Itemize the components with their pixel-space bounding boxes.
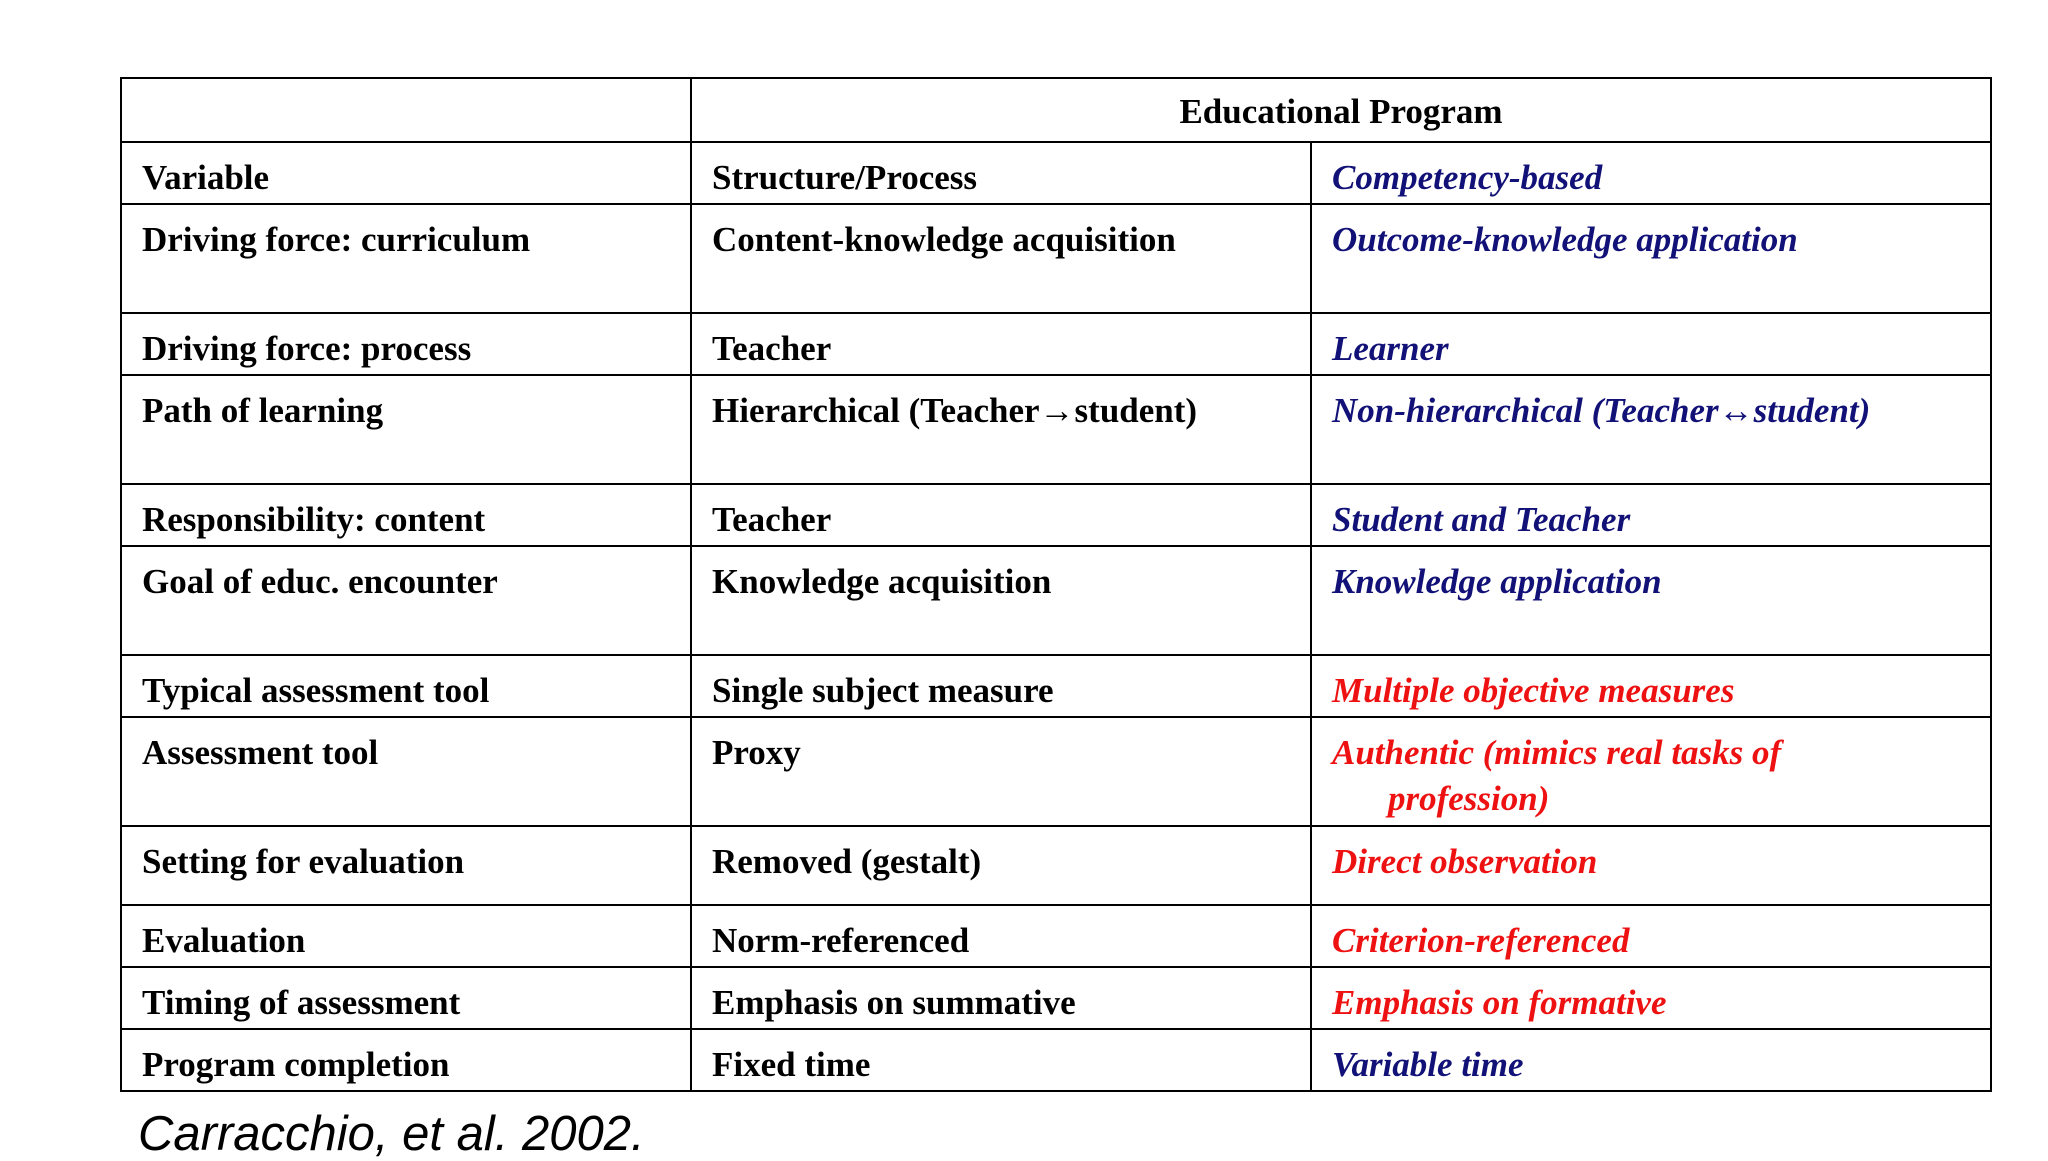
- table-row: [121, 375, 1991, 484]
- competency-cell: Student and Teacher: [1311, 484, 1991, 546]
- competency-cell: Criterion-referenced: [1311, 905, 1991, 967]
- variable-cell: Timing of assessment: [121, 967, 691, 1029]
- table-header-row: [121, 78, 1991, 142]
- competency-cell: Multiple objective measures: [1311, 655, 1991, 717]
- variable-cell: Path of learning: [121, 375, 691, 484]
- competency-cell: [1311, 717, 1991, 826]
- variable-cell: Assessment tool: [121, 717, 691, 826]
- table-row: [121, 655, 1991, 717]
- competency-cell: Variable time: [1311, 1029, 1991, 1091]
- competency-cell: Knowledge application: [1311, 546, 1991, 655]
- variable-cell: Setting for evaluation: [121, 826, 691, 905]
- table-row: [121, 142, 1991, 204]
- empty-corner-cell: [121, 78, 691, 142]
- structure-cell: Structure/Process: [691, 142, 1311, 204]
- structure-cell: Emphasis on summative: [691, 967, 1311, 1029]
- competency-cell: Competency-based: [1311, 142, 1991, 204]
- variable-cell: Evaluation: [121, 905, 691, 967]
- structure-cell: Teacher: [691, 313, 1311, 375]
- table-row: [121, 1029, 1991, 1091]
- competency-text: Authentic (mimics real tasks of: [1332, 733, 1782, 772]
- structure-cell: Proxy: [691, 717, 1311, 826]
- competency-text-continued: profession): [1388, 778, 1550, 818]
- variable-cell: Variable: [121, 142, 691, 204]
- variable-cell: Responsibility: content: [121, 484, 691, 546]
- structure-cell: Norm-referenced: [691, 905, 1311, 967]
- structure-cell: Knowledge acquisition: [691, 546, 1311, 655]
- variable-cell: Goal of educ. encounter: [121, 546, 691, 655]
- variable-cell: Typical assessment tool: [121, 655, 691, 717]
- table-row: [121, 204, 1991, 313]
- competency-cell: Learner: [1311, 313, 1991, 375]
- comparison-table: [120, 77, 1992, 1092]
- competency-cell: Non-hierarchical (Teacher↔student): [1311, 375, 1991, 484]
- table-row: [121, 905, 1991, 967]
- table-row: [121, 546, 1991, 655]
- structure-cell: Content-knowledge acquisition: [691, 204, 1311, 313]
- competency-cell: Direct observation: [1311, 826, 1991, 905]
- citation: Carracchio, et al. 2002.: [138, 1107, 645, 1161]
- table-row: [121, 484, 1991, 546]
- table-row: [121, 717, 1991, 826]
- variable-cell: Driving force: process: [121, 313, 691, 375]
- structure-cell: Removed (gestalt): [691, 826, 1311, 905]
- structure-cell: Hierarchical (Teacher→student): [691, 375, 1311, 484]
- competency-cell: Outcome-knowledge application: [1311, 204, 1991, 313]
- table-row: [121, 967, 1991, 1029]
- competency-cell: Emphasis on formative: [1311, 967, 1991, 1029]
- structure-cell: Fixed time: [691, 1029, 1311, 1091]
- structure-cell: Single subject measure: [691, 655, 1311, 717]
- variable-cell: Driving force: curriculum: [121, 204, 691, 313]
- table-row: [121, 826, 1991, 905]
- variable-cell: Program completion: [121, 1029, 691, 1091]
- educational-program-header: Educational Program: [691, 78, 1991, 142]
- structure-cell: Teacher: [691, 484, 1311, 546]
- table-row: [121, 313, 1991, 375]
